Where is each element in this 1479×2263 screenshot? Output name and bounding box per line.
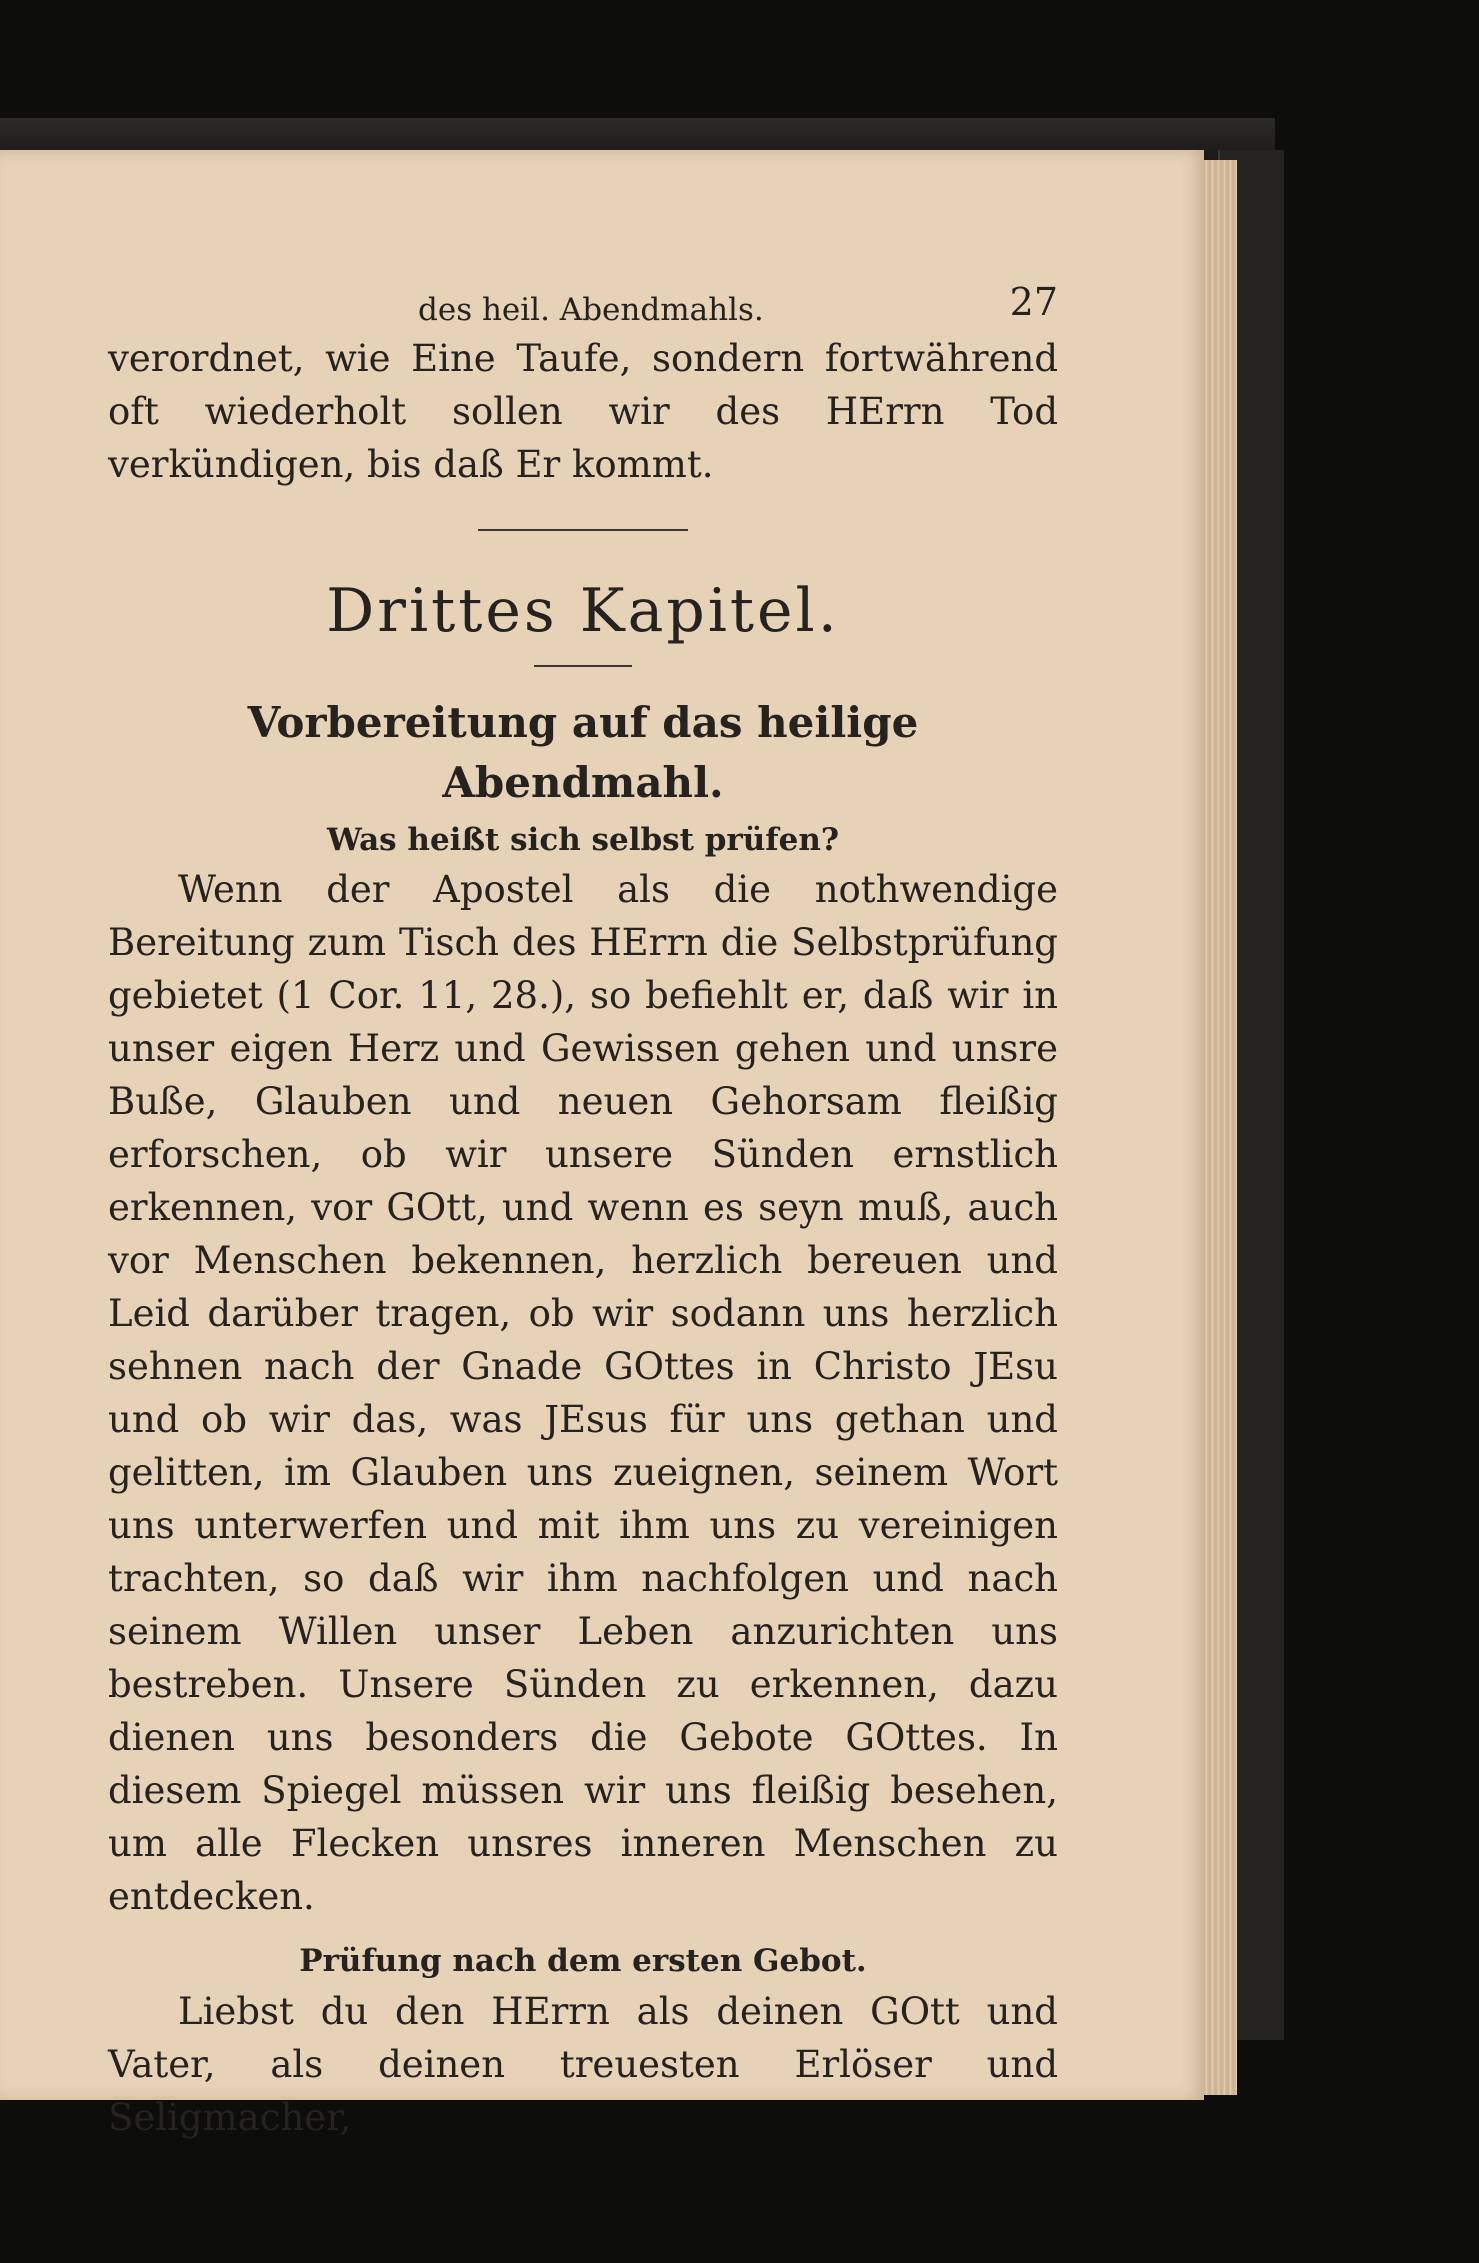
subheading: Prüfung nach dem ersten Gebot. — [299, 1943, 867, 1979]
divider-rule-short — [534, 665, 632, 667]
page-content — [108, 270, 1058, 2144]
running-title: des heil. Abendmahls. — [418, 292, 764, 328]
closing-paragraph: Liebst du den HErrn als deinen GOtt und Vater, als deinen treuesten Erlöser und Seligmacher, — [108, 1990, 1058, 2139]
page-number: 27 — [1009, 280, 1058, 324]
main-paragraph: Wenn der Apostel als die nothwendige Bereitung zum Tisch des HErrn die Selbstprüfung gebietet (1 Cor. 11, 28.), so befiehlt er, daß wir in unser eigen Herz und Gewissen gehen und unsre Buße, Glauben und neuen Gehorsam fleißig erforschen, ob wir unsere Sünden ernstlich erkennen, vor GOtt, und wenn es seyn muß, auch vor Menschen bekennen, herzlich bereuen und Leid darüber tragen, ob wir sodann uns herzlich sehnen nach der Gnade GOttes in Christo JEsu und ob wir das, was JEsus für uns gethan und gelitten, im Glauben uns zueignen, seinem Wort uns unterwerfen und mit ihm uns zu vereinigen trachten, so daß wir ihm nachfolgen und nach seinem Willen unser Leben anzurichten uns bestreben. Unsere Sünden zu erkennen, dazu dienen uns besonders die Gebote GOttes. In diesem Spiegel müssen wir uns fleißig besehen, um alle Flecken unsres inneren Menschen zu entdecken. — [108, 868, 1058, 1918]
divider-rule — [478, 529, 688, 531]
chapter-title: Drittes Kapitel. — [326, 576, 840, 646]
question-heading: Was heißt sich selbst prüfen? — [326, 822, 840, 858]
section-title: Vorbereitung auf das heilige Abendmahl. — [247, 698, 919, 807]
page-header — [108, 270, 1058, 332]
opening-paragraph: verordnet, wie Eine Taufe, sondern fortwährend oft wiederholt sollen wir des HErrn Tod verkündigen, bis daß Er kommt. — [108, 337, 1058, 486]
book-page — [0, 150, 1204, 2139]
